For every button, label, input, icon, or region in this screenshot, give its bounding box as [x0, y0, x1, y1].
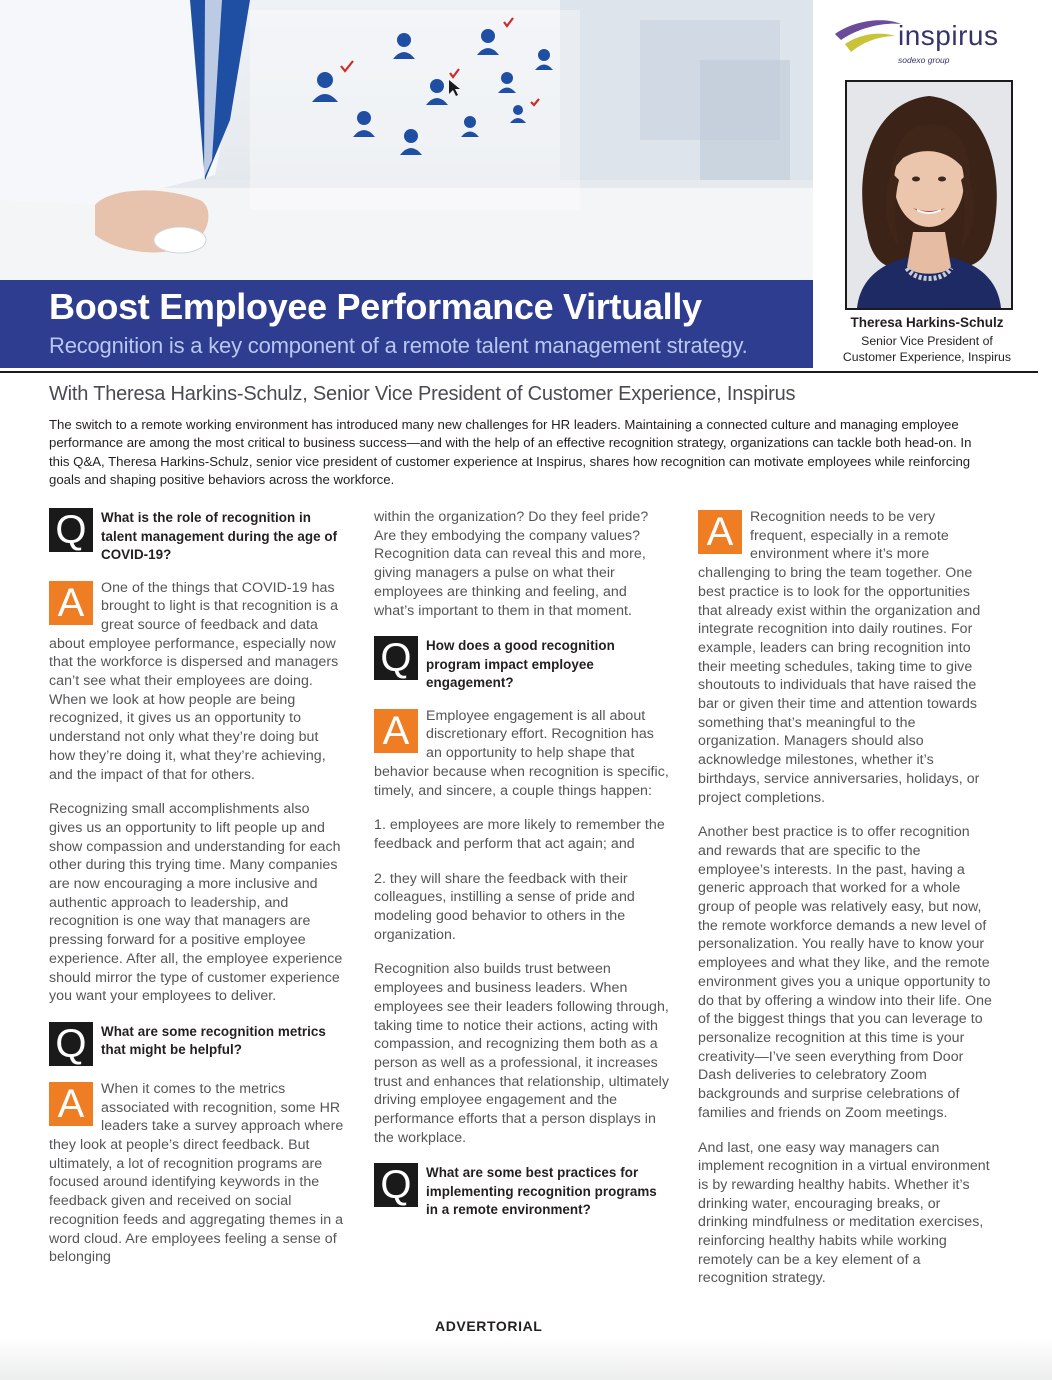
question-text: What are some best practices for implementing recognition programs in a remote environment?	[426, 1165, 657, 1218]
header-divider	[0, 371, 1038, 373]
profile-title-line1: Senior Vice President of	[861, 334, 993, 348]
question-icon: Q	[49, 1022, 93, 1066]
answer-paragraph: within the organization? Do they feel pride? Are they embodying the company values? Recognition data can reveal this and more, giving managers a pulse on what their employees are thinking and feeling, and what’s important to them in that moment.	[374, 509, 649, 619]
logo-tagline: sodexo group	[898, 55, 950, 65]
answer-paragraph: Recognition needs to be very frequent, especially in a remote environment where it’s more challenging to bring the team together. One best practice is to look for the opportunities that already exist within the organization and integrate recognition into daily routines. For example, leaders can bring recognition into their meeting schedules, taking time to give shoutouts to individuals that have raised the bar or given their time and attention towards something that’s meaningful to the organization. Managers should also acknowledge milestones, whether it’s birthdays, service anniversaries, holidays, or project completions.	[698, 509, 981, 806]
answer-paragraph: Another best practice is to offer recognition and rewards that are specific to the employee’s interests. In the past, having a generic approach that worked for a whole group of people was relatively easy, but now, the remote workforce demands a new level of personalization. You really have to know your employees and what they like, and the remote environment gives you a unique opportunity to do that by offering a window into their life. One of the biggest things that you can leverage to personalize recognition at this time is your creativity—I’ve seen everything from Door Dash deliveries to celebratory Zoom backgrounds and surprise celebrations of families and friends on Zoom meetings.	[698, 824, 992, 1121]
column-2	[374, 508, 670, 1234]
footer-shade	[0, 1338, 1052, 1380]
portrait-illustration	[847, 82, 1011, 308]
profile-title	[825, 333, 1029, 365]
column-1	[49, 508, 345, 1283]
question-text: What is the role of recognition in talent management during the age of COVID-19?	[101, 510, 338, 562]
profile-photo	[845, 80, 1013, 310]
question-icon: Q	[374, 1163, 418, 1207]
footer-label: ADVERTORIAL	[435, 1318, 543, 1334]
answer-paragraph: When it comes to the metrics associated with recognition, some HR leaders take a survey approach where they look at people’s direct feedback. But ultimately, a lot of recognition programs are focused around identifying keywords in the feedback given and received on social recognition feeds and aggregating themes in a word cloud. Are employees feeling a sense of belonging	[49, 1080, 344, 1266]
answer-icon: A	[374, 709, 418, 753]
answer-paragraph: And last, one easy way managers can implement recognition in a virtual environment is by rewarding healthy habits. Whether it’s drinking water, encouraging breaks, or drinking mindfulness or meditation exercises, reinforcing healthy habits while working remotely can be a key element of a recognition strategy.	[698, 1139, 990, 1287]
column-3	[698, 508, 994, 1304]
answer-icon: A	[49, 1082, 93, 1126]
hero-illustration	[0, 0, 813, 280]
answer-icon: A	[698, 510, 742, 554]
question-block	[374, 1163, 670, 1220]
answer-paragraph: Recognizing small accomplishments also gives us an opportunity to lift people up and show compassion and understanding for each other during this trying time. Many companies are now encouraging a more inclusive and authentic approach to leadership, and recognition is one way that managers are pressing forward for a positive employee experience. After all, the employee experience should mirror the type of customer experience you want your employees to deliver.	[49, 801, 343, 1005]
question-text: What are some recognition metrics that might be helpful?	[101, 1023, 326, 1058]
answer-paragraph: One of the things that COVID-19 has brought to light is that recognition is a great source of feedback and data about employee performance, especially now that the workforce is dispersed and managers can’t see what their employees are doing. When we look at how people are being recognized, it gives us an opportunity to understand not only what they’re doing but how they’re doing it, what they’re achieving, and the impact of that for others.	[49, 579, 339, 783]
question-block	[49, 508, 345, 565]
answer-icon: A	[49, 581, 93, 625]
byline: With Theresa Harkins-Schulz, Senior Vice President of Customer Experience, Inspirus	[49, 383, 796, 405]
hero-image	[0, 0, 813, 280]
profile-title-line2: Customer Experience, Inspirus	[842, 350, 1012, 364]
logo-wordmark: inspirus	[898, 20, 999, 51]
answer-paragraph: Recognition also builds trust between employees and business leaders. When employees see their leaders following through, taking time to notice their actions, acting with compassion, and recognizing them both as a person as well as a professional, it increases trust and enhances that relationship, ultimately driving employee engagement and the performance efforts that a person displays in the workplace.	[374, 961, 669, 1146]
intro-paragraph: The switch to a remote working environment has introduced many new challenges for HR leaders. Maintaining a connected culture and managing employee performance are among the most critical to business success—and with the help of an effective recognition strategy, organizations can tackle both head-on. In this Q&A, Theresa Harkins-Schulz, senior vice president of customer experience at Inspirus, shares how recognition can motivate employees while reinforcing goals and shaping positive behaviors across the workforce.	[49, 417, 972, 488]
profile-name: Theresa Harkins-Schulz	[850, 315, 1004, 330]
answer-paragraph: 2. they will share the feedback with their colleagues, instilling a sense of pride and modeling good behavior to others in the organization.	[374, 870, 635, 943]
answer-paragraph: Employee engagement is all about discretionary effort. Recognition has an opportunity to help shape that behavior because when recognition is specific, timely, and sincere, a couple things happen:	[374, 707, 669, 799]
question-block	[374, 636, 670, 693]
question-block	[49, 1022, 345, 1066]
question-icon: Q	[374, 636, 418, 680]
question-icon: Q	[49, 508, 93, 552]
page-subtitle: Recognition is a key component of a remote talent management strategy.	[49, 333, 748, 358]
question-text: How does a good recognition program impact employee engagement?	[426, 638, 615, 691]
answer-paragraph: 1. employees are more likely to remember the feedback and perform that act again; and	[374, 817, 665, 852]
page-title: Boost Employee Performance Virtually	[49, 286, 702, 327]
